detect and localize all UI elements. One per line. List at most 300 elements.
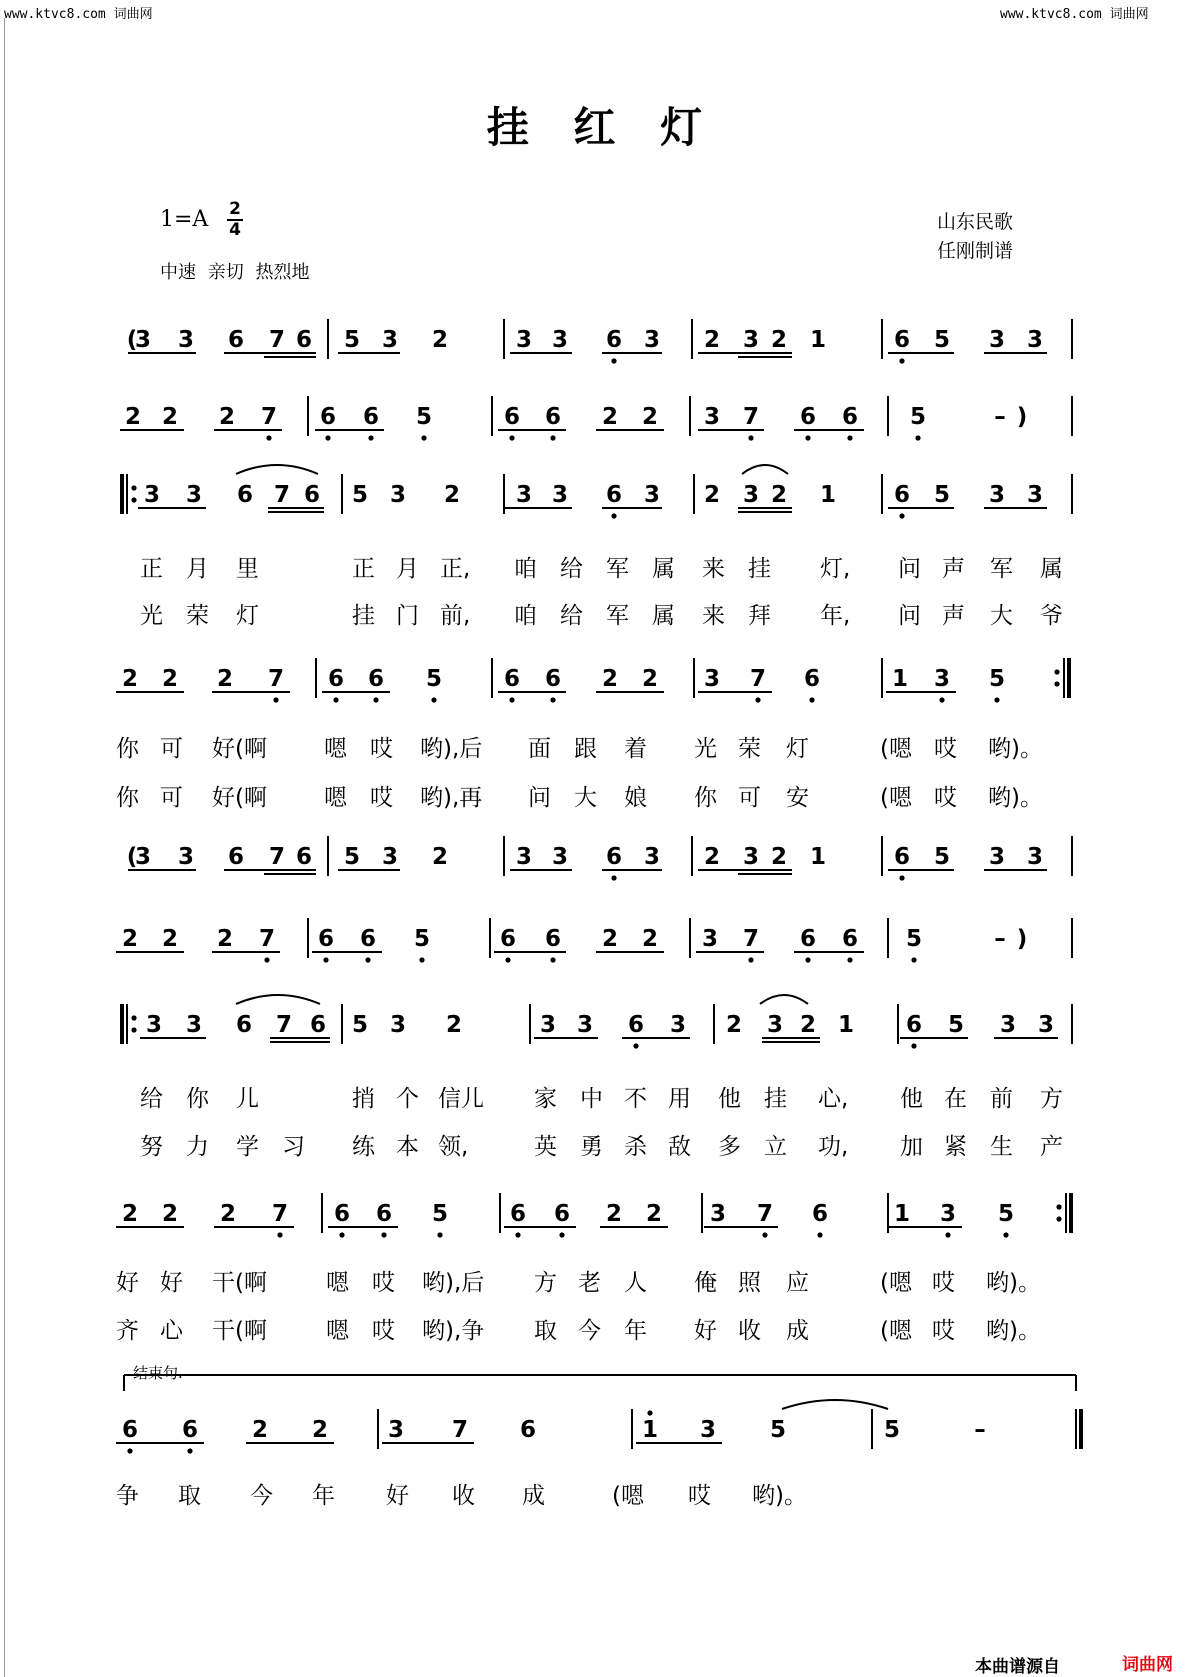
lyric-syllable: 哟)。 xyxy=(986,1270,1041,1296)
note-5: 5 xyxy=(909,404,927,430)
low-octave-dot xyxy=(748,435,753,440)
lyric-syllable: 安 xyxy=(786,785,809,811)
high-octave-dot xyxy=(647,1410,652,1415)
note-6: 6 xyxy=(893,327,911,353)
lyric-syllable: 嗯 xyxy=(324,736,347,762)
lyric-syllable: 敌 xyxy=(668,1134,691,1160)
note-5: 5 xyxy=(933,327,951,353)
lyric-syllable: 面 xyxy=(528,736,551,762)
low-octave-dot xyxy=(939,697,944,702)
song-title: 挂 红 灯 xyxy=(486,103,703,152)
low-octave-dot xyxy=(911,957,916,962)
lyric-syllable: 好(啊 xyxy=(212,736,267,762)
note-2: 2 xyxy=(703,844,721,870)
lyric-syllable: 儿 xyxy=(236,1086,259,1112)
lyric-syllable: 哎 xyxy=(932,1270,955,1296)
lyric-syllable: 哎 xyxy=(688,1483,711,1509)
note-2: 2 xyxy=(121,926,139,952)
note-3: 3 xyxy=(643,482,661,508)
note-6: 6 xyxy=(905,1012,923,1038)
note-2: 2 xyxy=(216,926,234,952)
note-3: 3 xyxy=(515,482,533,508)
arranger: 任刚制谱 xyxy=(937,240,1014,262)
lyric-syllable: 干(啊 xyxy=(212,1318,267,1344)
note-6: 6 xyxy=(295,327,313,353)
note-3: 3 xyxy=(515,844,533,870)
lyric-syllable: 捎 xyxy=(352,1086,375,1112)
low-octave-dot xyxy=(323,957,328,962)
low-octave-dot xyxy=(1003,1232,1008,1237)
note-2: 2 xyxy=(725,1012,743,1038)
note-6: 6 xyxy=(367,666,385,692)
note-6: 6 xyxy=(303,482,321,508)
low-octave-dot xyxy=(431,697,436,702)
note-6: 6 xyxy=(359,926,377,952)
note-5: 5 xyxy=(997,1201,1015,1227)
tempo-marking: 中速 亲切 热烈地 xyxy=(160,262,310,283)
repeat-dot xyxy=(131,497,136,502)
repeat-dot xyxy=(131,1027,136,1032)
lyric-syllable: (嗯 xyxy=(880,785,912,811)
lyric-syllable: 娘 xyxy=(624,785,647,811)
lyric-syllable: 大 xyxy=(574,785,597,811)
lyric-syllable: 收 xyxy=(452,1483,475,1509)
note-3: 3 xyxy=(551,327,569,353)
note-2: 2 xyxy=(703,327,721,353)
song-source: 山东民歌 xyxy=(937,211,1014,233)
low-octave-dot xyxy=(945,1232,950,1237)
note-7: 7 xyxy=(258,926,276,952)
lyric-syllable: 方 xyxy=(1040,1086,1063,1112)
note-–: – xyxy=(994,926,1006,952)
lyric-syllable: 哎 xyxy=(372,1318,395,1344)
note-5: 5 xyxy=(413,926,431,952)
note-2: 2 xyxy=(431,844,449,870)
note-2: 2 xyxy=(799,1012,817,1038)
low-octave-dot xyxy=(266,435,271,440)
lyric-syllable: 应 xyxy=(786,1270,809,1296)
note-–: – xyxy=(994,404,1006,430)
lyric-syllable: 属 xyxy=(1040,556,1063,582)
lyric-syllable: 给 xyxy=(560,556,583,582)
slur xyxy=(236,995,320,1004)
note-3: 3 xyxy=(389,482,407,508)
lyric-syllable: 咱 xyxy=(514,556,537,582)
note-6: 6 xyxy=(327,666,345,692)
low-octave-dot xyxy=(911,1043,916,1048)
low-octave-dot xyxy=(515,1232,520,1237)
note-3: 3 xyxy=(177,844,195,870)
note-5: 5 xyxy=(933,844,951,870)
lyric-syllable: 好 xyxy=(116,1270,139,1296)
lyric-syllable: 年, xyxy=(820,603,851,629)
note-5: 5 xyxy=(883,1417,901,1443)
lyric-syllable: 月 xyxy=(186,556,209,582)
note-3: 3 xyxy=(701,926,719,952)
note-5: 5 xyxy=(343,327,361,353)
note-3: 3 xyxy=(988,327,1006,353)
lyric-syllable: 灯, xyxy=(820,556,851,582)
lyric-syllable: 挂 xyxy=(352,603,375,629)
low-octave-dot xyxy=(550,957,555,962)
note-2: 2 xyxy=(605,1201,623,1227)
slur xyxy=(782,1400,888,1409)
note-2: 2 xyxy=(443,482,461,508)
lyric-syllable: 成 xyxy=(522,1483,545,1509)
repeat-dot xyxy=(1056,1204,1061,1209)
note-3: 3 xyxy=(1037,1012,1055,1038)
note-3: 3 xyxy=(145,1012,163,1038)
note-2: 2 xyxy=(251,1417,269,1443)
lyric-syllable: 心, xyxy=(818,1086,849,1112)
note-3: 3 xyxy=(576,1012,594,1038)
lyric-syllable: 荣 xyxy=(738,736,761,762)
lyric-syllable: 中 xyxy=(580,1086,603,1112)
note-5: 5 xyxy=(431,1201,449,1227)
note-7: 7 xyxy=(260,404,278,430)
low-octave-dot xyxy=(325,435,330,440)
lyric-syllable: 光 xyxy=(140,603,163,629)
note-2: 2 xyxy=(161,926,179,952)
lyric-syllable: 学 xyxy=(236,1134,259,1160)
note-2: 2 xyxy=(641,666,659,692)
note-6: 6 xyxy=(235,1012,253,1038)
low-octave-dot xyxy=(333,697,338,702)
lyric-syllable: 不 xyxy=(624,1086,647,1112)
lyric-syllable: 年 xyxy=(624,1318,647,1344)
low-octave-dot xyxy=(264,957,269,962)
note-2: 2 xyxy=(216,666,234,692)
lyric-syllable: 好 xyxy=(386,1483,409,1509)
note-2: 2 xyxy=(161,666,179,692)
lyric-syllable: 今 xyxy=(578,1318,601,1344)
note-1: 1 xyxy=(893,1201,911,1227)
note-6: 6 xyxy=(544,404,562,430)
note-6: 6 xyxy=(227,844,245,870)
note-6: 6 xyxy=(605,327,623,353)
note-2: 2 xyxy=(645,1201,663,1227)
lyric-syllable: 今 xyxy=(250,1483,273,1509)
lyric-syllable: 哎 xyxy=(370,736,393,762)
lyric-syllable: (嗯 xyxy=(880,1270,912,1296)
low-octave-dot xyxy=(277,1232,282,1237)
note-3: 3 xyxy=(742,327,760,353)
note-6: 6 xyxy=(799,926,817,952)
note-2: 2 xyxy=(121,666,139,692)
note-6: 6 xyxy=(893,844,911,870)
lyric-syllable: 灯 xyxy=(236,603,259,629)
note-6: 6 xyxy=(319,404,337,430)
note-2: 2 xyxy=(601,926,619,952)
lyric-syllable: 挂 xyxy=(764,1086,787,1112)
note-6: 6 xyxy=(544,926,562,952)
lyric-syllable: 哟)。 xyxy=(988,785,1043,811)
lyric-syllable: 荣 xyxy=(186,603,209,629)
lyric-syllable: 问 xyxy=(898,603,921,629)
note-3: 3 xyxy=(1026,844,1044,870)
lyric-syllable: 嗯 xyxy=(324,785,347,811)
note-3: 3 xyxy=(742,844,760,870)
lyric-syllable: 门 xyxy=(396,603,419,629)
lyric-syllable: 方 xyxy=(534,1270,557,1296)
lyric-syllable: 问 xyxy=(528,785,551,811)
low-octave-dot xyxy=(187,1448,192,1453)
note-2: 2 xyxy=(445,1012,463,1038)
lyric-syllable: 哟)。 xyxy=(752,1483,807,1509)
note-5: 5 xyxy=(947,1012,965,1038)
note-3: 3 xyxy=(988,482,1006,508)
note-6: 6 xyxy=(841,404,859,430)
note-7: 7 xyxy=(756,1201,774,1227)
low-octave-dot xyxy=(817,1232,822,1237)
note-3: 3 xyxy=(643,327,661,353)
note-3: 3 xyxy=(988,844,1006,870)
note-6: 6 xyxy=(841,926,859,952)
note-3: 3 xyxy=(766,1012,784,1038)
lyric-syllable: 多 xyxy=(718,1134,741,1160)
lyric-syllable: 用 xyxy=(668,1086,691,1112)
key-signature: 1=A xyxy=(160,207,209,232)
low-octave-dot xyxy=(509,435,514,440)
lyric-syllable: 争 xyxy=(116,1483,139,1509)
lyric-syllable: 信儿 xyxy=(438,1086,484,1112)
lyric-syllable: 好(啊 xyxy=(212,785,267,811)
lyric-syllable: 立 xyxy=(764,1134,787,1160)
lyric-syllable: 好 xyxy=(694,1318,717,1344)
lyric-syllable: 取 xyxy=(178,1483,201,1509)
low-octave-dot xyxy=(899,358,904,363)
lyric-syllable: 军 xyxy=(606,556,629,582)
note-3: 3 xyxy=(709,1201,727,1227)
meter-top: 2 xyxy=(229,199,241,219)
low-octave-dot xyxy=(437,1232,442,1237)
note-3: 3 xyxy=(933,666,951,692)
note-2: 2 xyxy=(770,327,788,353)
low-octave-dot xyxy=(419,957,424,962)
note-7: 7 xyxy=(268,844,286,870)
low-octave-dot xyxy=(805,957,810,962)
lyric-syllable: 跟 xyxy=(574,736,597,762)
lyric-syllable: 军 xyxy=(606,603,629,629)
low-octave-dot xyxy=(847,435,852,440)
note-7: 7 xyxy=(268,327,286,353)
lyric-syllable: 哎 xyxy=(372,1270,395,1296)
note-6: 6 xyxy=(333,1201,351,1227)
note-2: 2 xyxy=(431,327,449,353)
note-3: 3 xyxy=(939,1201,957,1227)
lyric-syllable: 哟),后 xyxy=(422,1270,485,1296)
note-7: 7 xyxy=(451,1417,469,1443)
lyric-syllable: 拜 xyxy=(748,603,771,629)
lyric-syllable: 月 xyxy=(396,556,419,582)
note-6: 6 xyxy=(499,926,517,952)
note-6: 6 xyxy=(236,482,254,508)
repeat-dot xyxy=(1056,1216,1061,1221)
slur xyxy=(236,465,318,474)
lyric-syllable: 哟)。 xyxy=(988,736,1043,762)
note-5: 5 xyxy=(425,666,443,692)
note-1: 1 xyxy=(809,327,827,353)
low-octave-dot xyxy=(339,1232,344,1237)
lyric-syllable: 产 xyxy=(1040,1134,1063,1160)
low-octave-dot xyxy=(373,697,378,702)
note-2: 2 xyxy=(219,1201,237,1227)
lyric-syllable: 嗯 xyxy=(326,1318,349,1344)
note-7: 7 xyxy=(275,1012,293,1038)
lyric-syllable: 本 xyxy=(396,1134,419,1160)
lyric-syllable: 加 xyxy=(900,1134,923,1160)
lyric-syllable: 属 xyxy=(652,603,675,629)
note-5: 5 xyxy=(769,1417,787,1443)
low-octave-dot xyxy=(550,435,555,440)
lyric-syllable: 嗯 xyxy=(326,1270,349,1296)
note-3: 3 xyxy=(551,844,569,870)
lyric-syllable: (嗯 xyxy=(880,736,912,762)
low-octave-dot xyxy=(365,957,370,962)
low-octave-dot xyxy=(127,1448,132,1453)
lyric-syllable: 生 xyxy=(990,1134,1013,1160)
note-3: 3 xyxy=(1026,482,1044,508)
note-2: 2 xyxy=(641,926,659,952)
lyric-syllable: 哎 xyxy=(934,785,957,811)
note-6: 6 xyxy=(227,327,245,353)
note-1: 1 xyxy=(819,482,837,508)
note-3: 3 xyxy=(515,327,533,353)
low-octave-dot xyxy=(847,957,852,962)
lyric-syllable: 着 xyxy=(624,736,647,762)
lyric-syllable: 功, xyxy=(818,1134,849,1160)
note-5: 5 xyxy=(905,926,923,952)
note-3: 3 xyxy=(999,1012,1017,1038)
note-3: 3 xyxy=(143,482,161,508)
note-6: 6 xyxy=(503,666,521,692)
note-3: 3 xyxy=(134,844,152,870)
lyric-syllable: 他 xyxy=(900,1086,923,1112)
lyric-syllable: 哎 xyxy=(934,736,957,762)
note-6: 6 xyxy=(893,482,911,508)
slur xyxy=(742,465,788,474)
note-5: 5 xyxy=(415,404,433,430)
lyric-syllable: 大 xyxy=(990,603,1013,629)
lyric-syllable: 个 xyxy=(396,1086,419,1112)
repeat-dot xyxy=(131,485,136,490)
lyric-syllable: 收 xyxy=(738,1318,761,1344)
note-2: 2 xyxy=(601,666,619,692)
note-3: 3 xyxy=(177,327,195,353)
note-7: 7 xyxy=(742,404,760,430)
lyric-syllable: 里 xyxy=(236,556,259,582)
note-2: 2 xyxy=(161,404,179,430)
lyric-syllable: 声 xyxy=(942,603,965,629)
lyric-syllable: 习 xyxy=(282,1134,305,1160)
note-6: 6 xyxy=(295,844,313,870)
low-octave-dot xyxy=(809,697,814,702)
low-octave-dot xyxy=(994,697,999,702)
lyric-syllable: 取 xyxy=(534,1318,557,1344)
note-2: 2 xyxy=(641,404,659,430)
site-watermark-right[interactable]: www.ktvc8.com 词曲网 xyxy=(1000,7,1149,22)
footer-site-logo[interactable]: 词曲网 xyxy=(1122,1655,1173,1675)
note-1: 1 xyxy=(837,1012,855,1038)
note-6: 6 xyxy=(605,482,623,508)
low-octave-dot xyxy=(381,1232,386,1237)
note-3: 3 xyxy=(381,844,399,870)
meter-bottom: 4 xyxy=(229,220,241,240)
note-3: 3 xyxy=(643,844,661,870)
lyric-syllable: 给 xyxy=(560,603,583,629)
lyric-syllable: 光 xyxy=(694,736,717,762)
note-2: 2 xyxy=(703,482,721,508)
note-7: 7 xyxy=(749,666,767,692)
note-6: 6 xyxy=(121,1417,139,1443)
note-6: 6 xyxy=(605,844,623,870)
note-6: 6 xyxy=(799,404,817,430)
low-octave-dot xyxy=(611,513,616,518)
lyric-syllable: (嗯 xyxy=(880,1318,912,1344)
note-6: 6 xyxy=(803,666,821,692)
lyric-syllable: 前 xyxy=(990,1086,1013,1112)
lyric-syllable: 问 xyxy=(898,556,921,582)
lyric-syllable: 声 xyxy=(942,556,965,582)
lyric-syllable: 齐 xyxy=(116,1318,139,1344)
ending-label: 结束句. xyxy=(133,1364,183,1382)
note-6: 6 xyxy=(181,1417,199,1443)
lyric-syllable: 心 xyxy=(160,1318,183,1344)
note-1: 1 xyxy=(891,666,909,692)
lyric-syllable: 你 xyxy=(116,785,139,811)
lyric-syllable: 属 xyxy=(652,556,675,582)
note-6: 6 xyxy=(544,666,562,692)
paren-open: ( xyxy=(126,327,138,353)
note-7: 7 xyxy=(273,482,291,508)
lyric-syllable: 可 xyxy=(160,785,183,811)
low-octave-dot xyxy=(755,697,760,702)
repeat-dot xyxy=(1054,681,1059,686)
note-6: 6 xyxy=(362,404,380,430)
low-octave-dot xyxy=(805,435,810,440)
note-5: 5 xyxy=(351,482,369,508)
note-3: 3 xyxy=(699,1417,717,1443)
lyric-syllable: 哟),后 xyxy=(420,736,483,762)
lyric-syllable: 家 xyxy=(534,1086,557,1112)
note-5: 5 xyxy=(988,666,1006,692)
note-7: 7 xyxy=(742,926,760,952)
lyric-syllable: 练 xyxy=(352,1134,375,1160)
lyric-syllable: 力 xyxy=(186,1134,209,1160)
lyric-syllable: 可 xyxy=(738,785,761,811)
lyric-syllable: 挂 xyxy=(748,556,771,582)
note-3: 3 xyxy=(185,482,203,508)
lyric-syllable: 爷 xyxy=(1040,603,1063,629)
site-watermark-left[interactable]: www.ktvc8.com 词曲网 xyxy=(4,7,153,22)
low-octave-dot xyxy=(550,697,555,702)
low-octave-dot xyxy=(915,435,920,440)
low-octave-dot xyxy=(762,1232,767,1237)
note-6: 6 xyxy=(375,1201,393,1227)
lyric-syllable: 哟)。 xyxy=(986,1318,1041,1344)
lyric-syllable: 哎 xyxy=(932,1318,955,1344)
note-3: 3 xyxy=(1026,327,1044,353)
lyric-syllable: 来 xyxy=(702,603,725,629)
note-): ) xyxy=(1016,926,1028,952)
lyric-syllable: 灯 xyxy=(786,736,809,762)
lyric-syllable: 他 xyxy=(718,1086,741,1112)
note-1: 1 xyxy=(641,1417,659,1443)
note-2: 2 xyxy=(218,404,236,430)
lyric-syllable: 干(啊 xyxy=(212,1270,267,1296)
lyric-syllable: 来 xyxy=(702,556,725,582)
lyric-syllable: 努 xyxy=(140,1134,163,1160)
